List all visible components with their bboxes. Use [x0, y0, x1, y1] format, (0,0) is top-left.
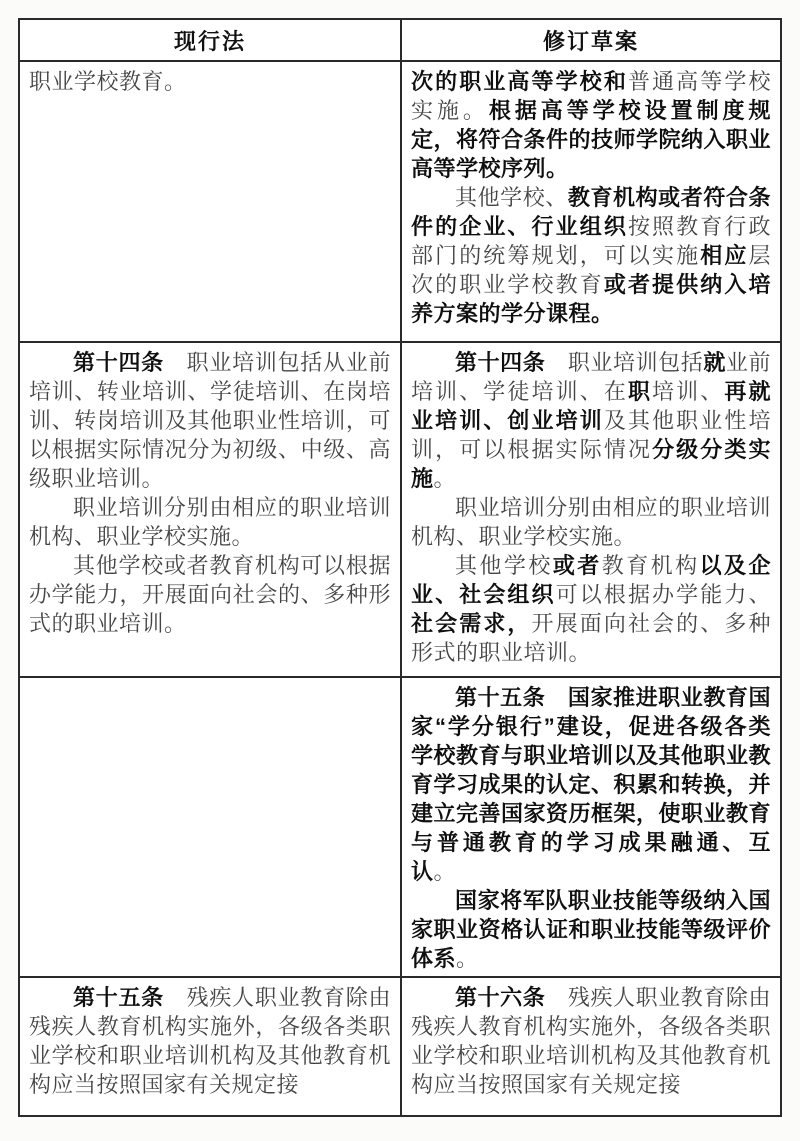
table-header-row — [20, 20, 780, 62]
paragraph — [411, 683, 771, 886]
original-text: 职业培训分别由相应的职业培训机构、职业学校实施。 — [29, 495, 391, 549]
original-text: 培训、 — [652, 379, 725, 404]
revised-text: 国家推进职业教育国家“学分银行”建设，促进各级各类学校教育与职业培训以及其他职业教育学习成果的认定、积累和转换，并建立完善国家资历框架，使职业教育与普通教育的学习成果融通、互认 — [411, 685, 772, 884]
header-current-law-label: 现行法 — [173, 28, 246, 54]
original-text: 普通高等学校实施。 — [411, 69, 771, 123]
cell-current-law — [20, 978, 402, 1115]
original-text: 职业培训包括 — [545, 350, 704, 375]
revised-text: 或者 — [552, 553, 602, 578]
paragraph — [411, 183, 771, 328]
paragraph — [411, 551, 771, 667]
revised-text: 第十五条 — [455, 685, 546, 710]
original-text: 职业培训包括从业前培训、转业培训、学徒培训、在岗培训、转岗培训及其他职业性培训，可以根据实际情况分为初级、中级、高级职业培训。 — [29, 350, 391, 491]
revised-text: 第十六条 — [455, 985, 546, 1010]
table-row — [20, 678, 780, 978]
table-row — [20, 343, 780, 678]
revised-text: 第十四条 — [73, 350, 164, 375]
header-revision-draft — [402, 20, 780, 60]
original-text: 职业培训分别由相应的职业培训机构、职业学校实施。 — [411, 495, 771, 549]
table-row — [20, 62, 780, 343]
header-revision-draft-label: 修订草案 — [542, 28, 639, 54]
original-text: 残疾人职业教育除由残疾人教育机构实施外，各级各类职业学校和职业培训机构及其他教育机构应当按照国家有关规定接 — [29, 985, 391, 1097]
paragraph — [29, 983, 391, 1099]
paragraph — [29, 493, 391, 551]
cell-current-law — [20, 62, 402, 341]
original-text: 其他学校或者教育机构可以根据办学能力，开展面向社会的、多种形式的职业培训。 — [29, 553, 391, 636]
revised-text: 分级分类实施 — [411, 437, 771, 491]
revised-text: 国家将军队职业技能等级纳入国家职业资格认证和职业技能等级评价体系 — [411, 888, 772, 971]
cell-current-law — [20, 678, 402, 976]
revised-text: 教育机构或者符合条件的企业、行业组织 — [411, 185, 771, 239]
original-text: 层次的职业学校教育 — [411, 243, 771, 297]
original-text: 其他学校 — [455, 553, 553, 578]
original-text: 残疾人职业教育除由残疾人教育机构实施外，各级各类职业学校和职业培训机构及其他教育机构应当按照国家有关规定接 — [411, 985, 772, 1097]
paragraph — [411, 886, 771, 973]
paragraph — [411, 983, 771, 1099]
table-body — [20, 62, 780, 1115]
original-text: 教育机构 — [601, 553, 700, 578]
revised-text: 就 — [703, 350, 726, 375]
original-text: 按照教育行政部门的统筹规划，可以实施 — [411, 214, 771, 268]
revised-text: 第十五条 — [73, 985, 164, 1010]
revised-text: 再就业培训、创业培训 — [411, 379, 771, 433]
revised-text: 根据高等学校设置制度规定，将符合条件的技师学院纳入职业高等学校序列。 — [411, 98, 772, 181]
paragraph — [29, 67, 391, 96]
revised-text: 次的职业高等学校和 — [411, 69, 628, 94]
paragraph — [411, 348, 771, 493]
revised-text: 第十四条 — [455, 350, 546, 375]
paragraph — [29, 551, 391, 638]
comparison-table — [18, 18, 782, 1117]
paragraph — [29, 348, 391, 493]
revised-text: 相应 — [700, 243, 749, 268]
original-text: 可以根据办学能力、 — [555, 582, 771, 607]
table-row — [20, 978, 780, 1115]
header-current-law — [20, 20, 402, 60]
revised-text: 或者提供纳入培养方案的学分课程。 — [411, 272, 771, 326]
cell-current-law — [20, 343, 402, 676]
cell-revision-draft — [402, 62, 780, 341]
revised-text: 以及企业、社会组织 — [411, 553, 771, 607]
cell-revision-draft — [402, 343, 780, 676]
revised-text: 职 — [627, 379, 653, 404]
original-text: 其他学校、 — [455, 185, 568, 210]
cell-revision-draft — [402, 978, 780, 1115]
cell-revision-draft — [402, 678, 780, 976]
original-text: 职业学校教育。 — [29, 69, 187, 94]
original-text: 业前培训、学徒培训、在 — [411, 350, 771, 404]
revised-text: 社会需求， — [411, 611, 532, 636]
paragraph — [411, 67, 771, 183]
paragraph — [411, 493, 771, 551]
original-text: 开展面向社会的、多种形式的职业培训。 — [411, 611, 771, 665]
original-text: 。 — [433, 466, 457, 491]
original-text: 。 — [456, 946, 479, 971]
original-text: 。 — [433, 859, 457, 884]
original-text: 及其他职业性培训，可以根据实际情况 — [411, 408, 771, 462]
